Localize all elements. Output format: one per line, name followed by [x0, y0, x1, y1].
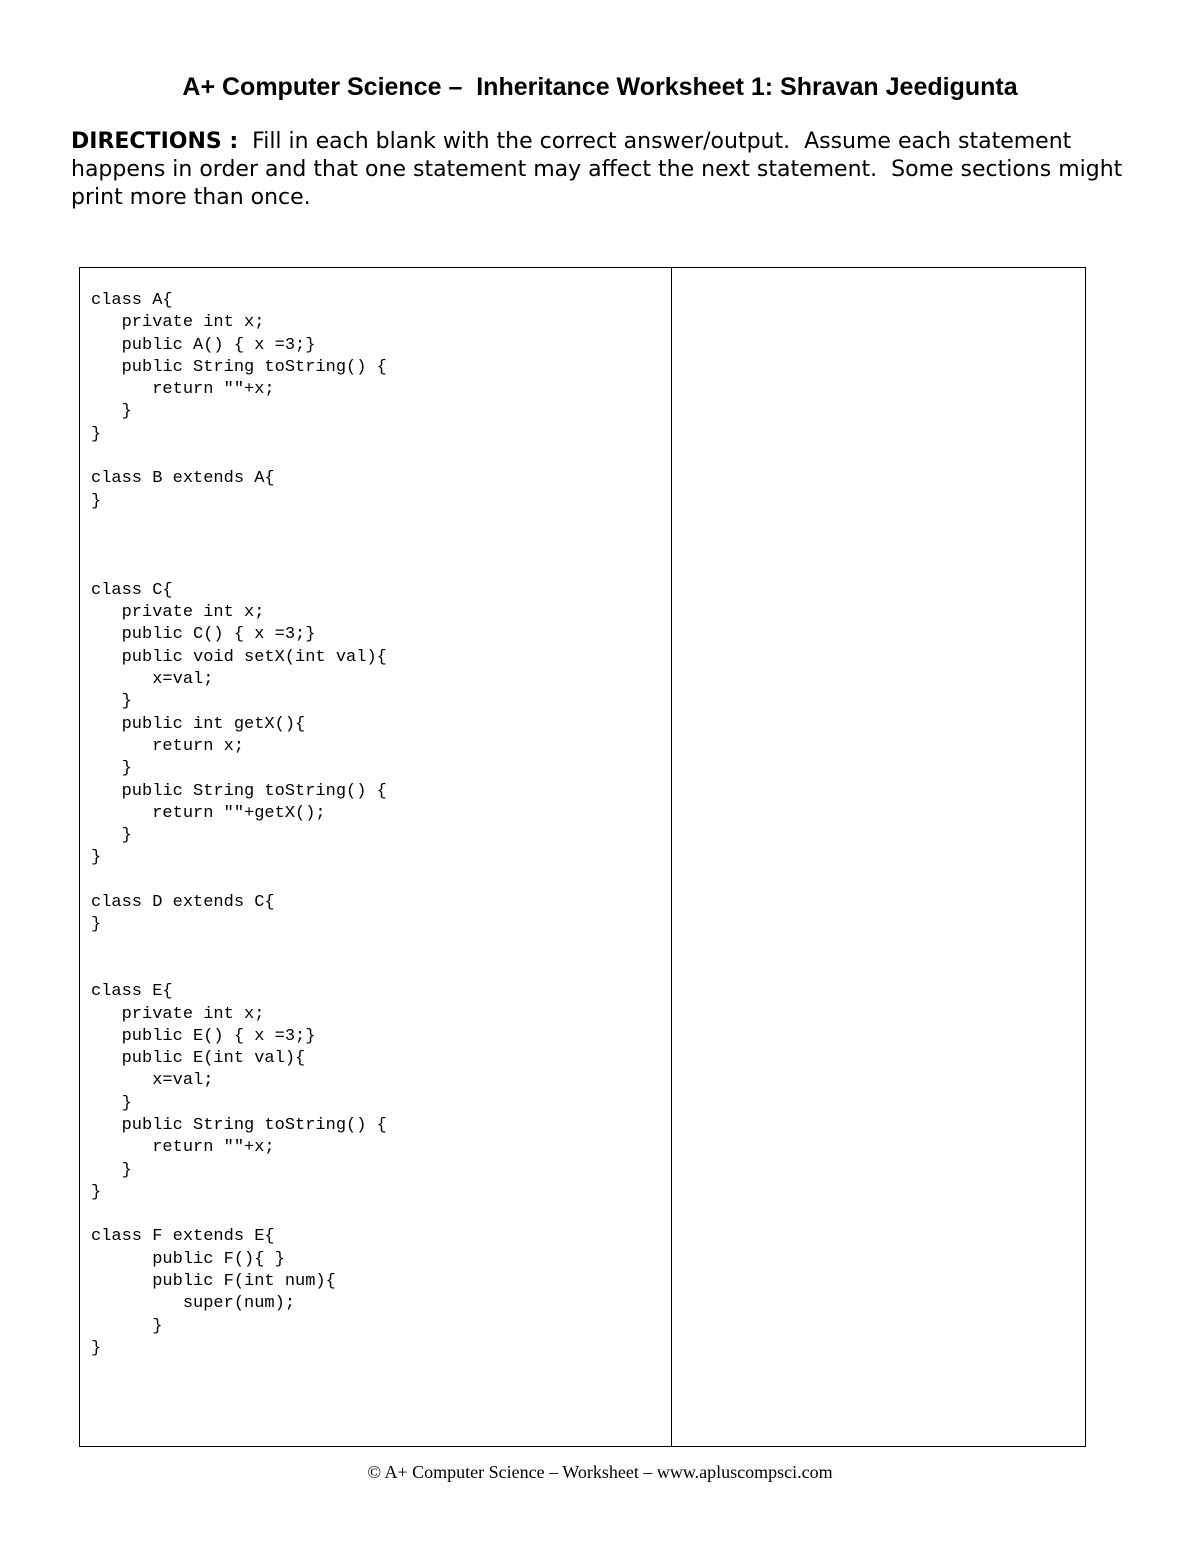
code-line: super(num); — [91, 1294, 296, 1314]
code-line: public void setX(int val){ — [91, 647, 387, 667]
code-line: public A() { x =3;} — [91, 335, 316, 355]
code-line: return x; — [91, 736, 245, 756]
code-line: private int x; — [91, 603, 265, 623]
code-line: } — [91, 692, 132, 712]
code-line: public F(int num){ — [91, 1272, 336, 1292]
code-line: class B extends A{ — [91, 469, 275, 489]
code-line: } — [91, 1338, 102, 1358]
code-line: public E() { x =3;} — [91, 1026, 316, 1046]
code-line: private int x; — [91, 1004, 265, 1024]
code-line: public int getX(){ — [91, 714, 306, 734]
code-line: } — [91, 915, 102, 935]
answer-cell[interactable] — [672, 268, 1085, 1446]
code-line: } — [91, 1160, 132, 1180]
code-line: x=val; — [91, 670, 214, 690]
code-line: public String toString() { — [91, 781, 387, 801]
code-line: public String toString() { — [91, 1115, 387, 1135]
code-line: class C{ — [91, 580, 173, 600]
code-line: } — [91, 848, 102, 868]
code-cell — [80, 268, 671, 1446]
code-line: } — [91, 826, 132, 846]
code-line: } — [91, 402, 132, 422]
code-line: return ""+getX(); — [91, 803, 326, 823]
code-line: class D extends C{ — [91, 893, 275, 913]
code-line: public C() { x =3;} — [91, 625, 316, 645]
code-line: } — [91, 759, 132, 779]
code-line: class A{ — [91, 291, 173, 310]
code-line: } — [91, 424, 102, 444]
code-line: return ""+x; — [91, 1138, 275, 1158]
code-line: class F extends E{ — [91, 1227, 275, 1247]
worksheet-table — [79, 267, 1086, 1447]
code-line: } — [91, 1316, 163, 1336]
code-line: x=val; — [91, 1071, 214, 1091]
code-line: public String toString() { — [91, 357, 387, 377]
code-line: } — [91, 1093, 132, 1113]
directions-paragraph — [71, 128, 1131, 212]
worksheet-title: A+ Computer Science – Inheritance Worksheet 1: Shravan Jeedigunta — [182, 73, 1018, 101]
directions-label: DIRECTIONS : — [71, 129, 239, 154]
code-line: class E{ — [91, 982, 173, 1002]
code-listing — [91, 290, 387, 1360]
code-line: public F(){ } — [91, 1249, 285, 1269]
code-line: } — [91, 491, 102, 511]
code-line: return ""+x; — [91, 380, 275, 400]
directions-text: Fill in each blank with the correct answer/output. Assume each statement happens in order and that one statement may affect the next statement. Some sections might print more than once. — [71, 129, 1130, 210]
code-line: } — [91, 1182, 102, 1202]
code-line: private int x; — [91, 313, 265, 333]
page-footer: © A+ Computer Science – Worksheet – www.apluscompsci.com — [367, 1462, 833, 1482]
code-line: public E(int val){ — [91, 1049, 306, 1069]
